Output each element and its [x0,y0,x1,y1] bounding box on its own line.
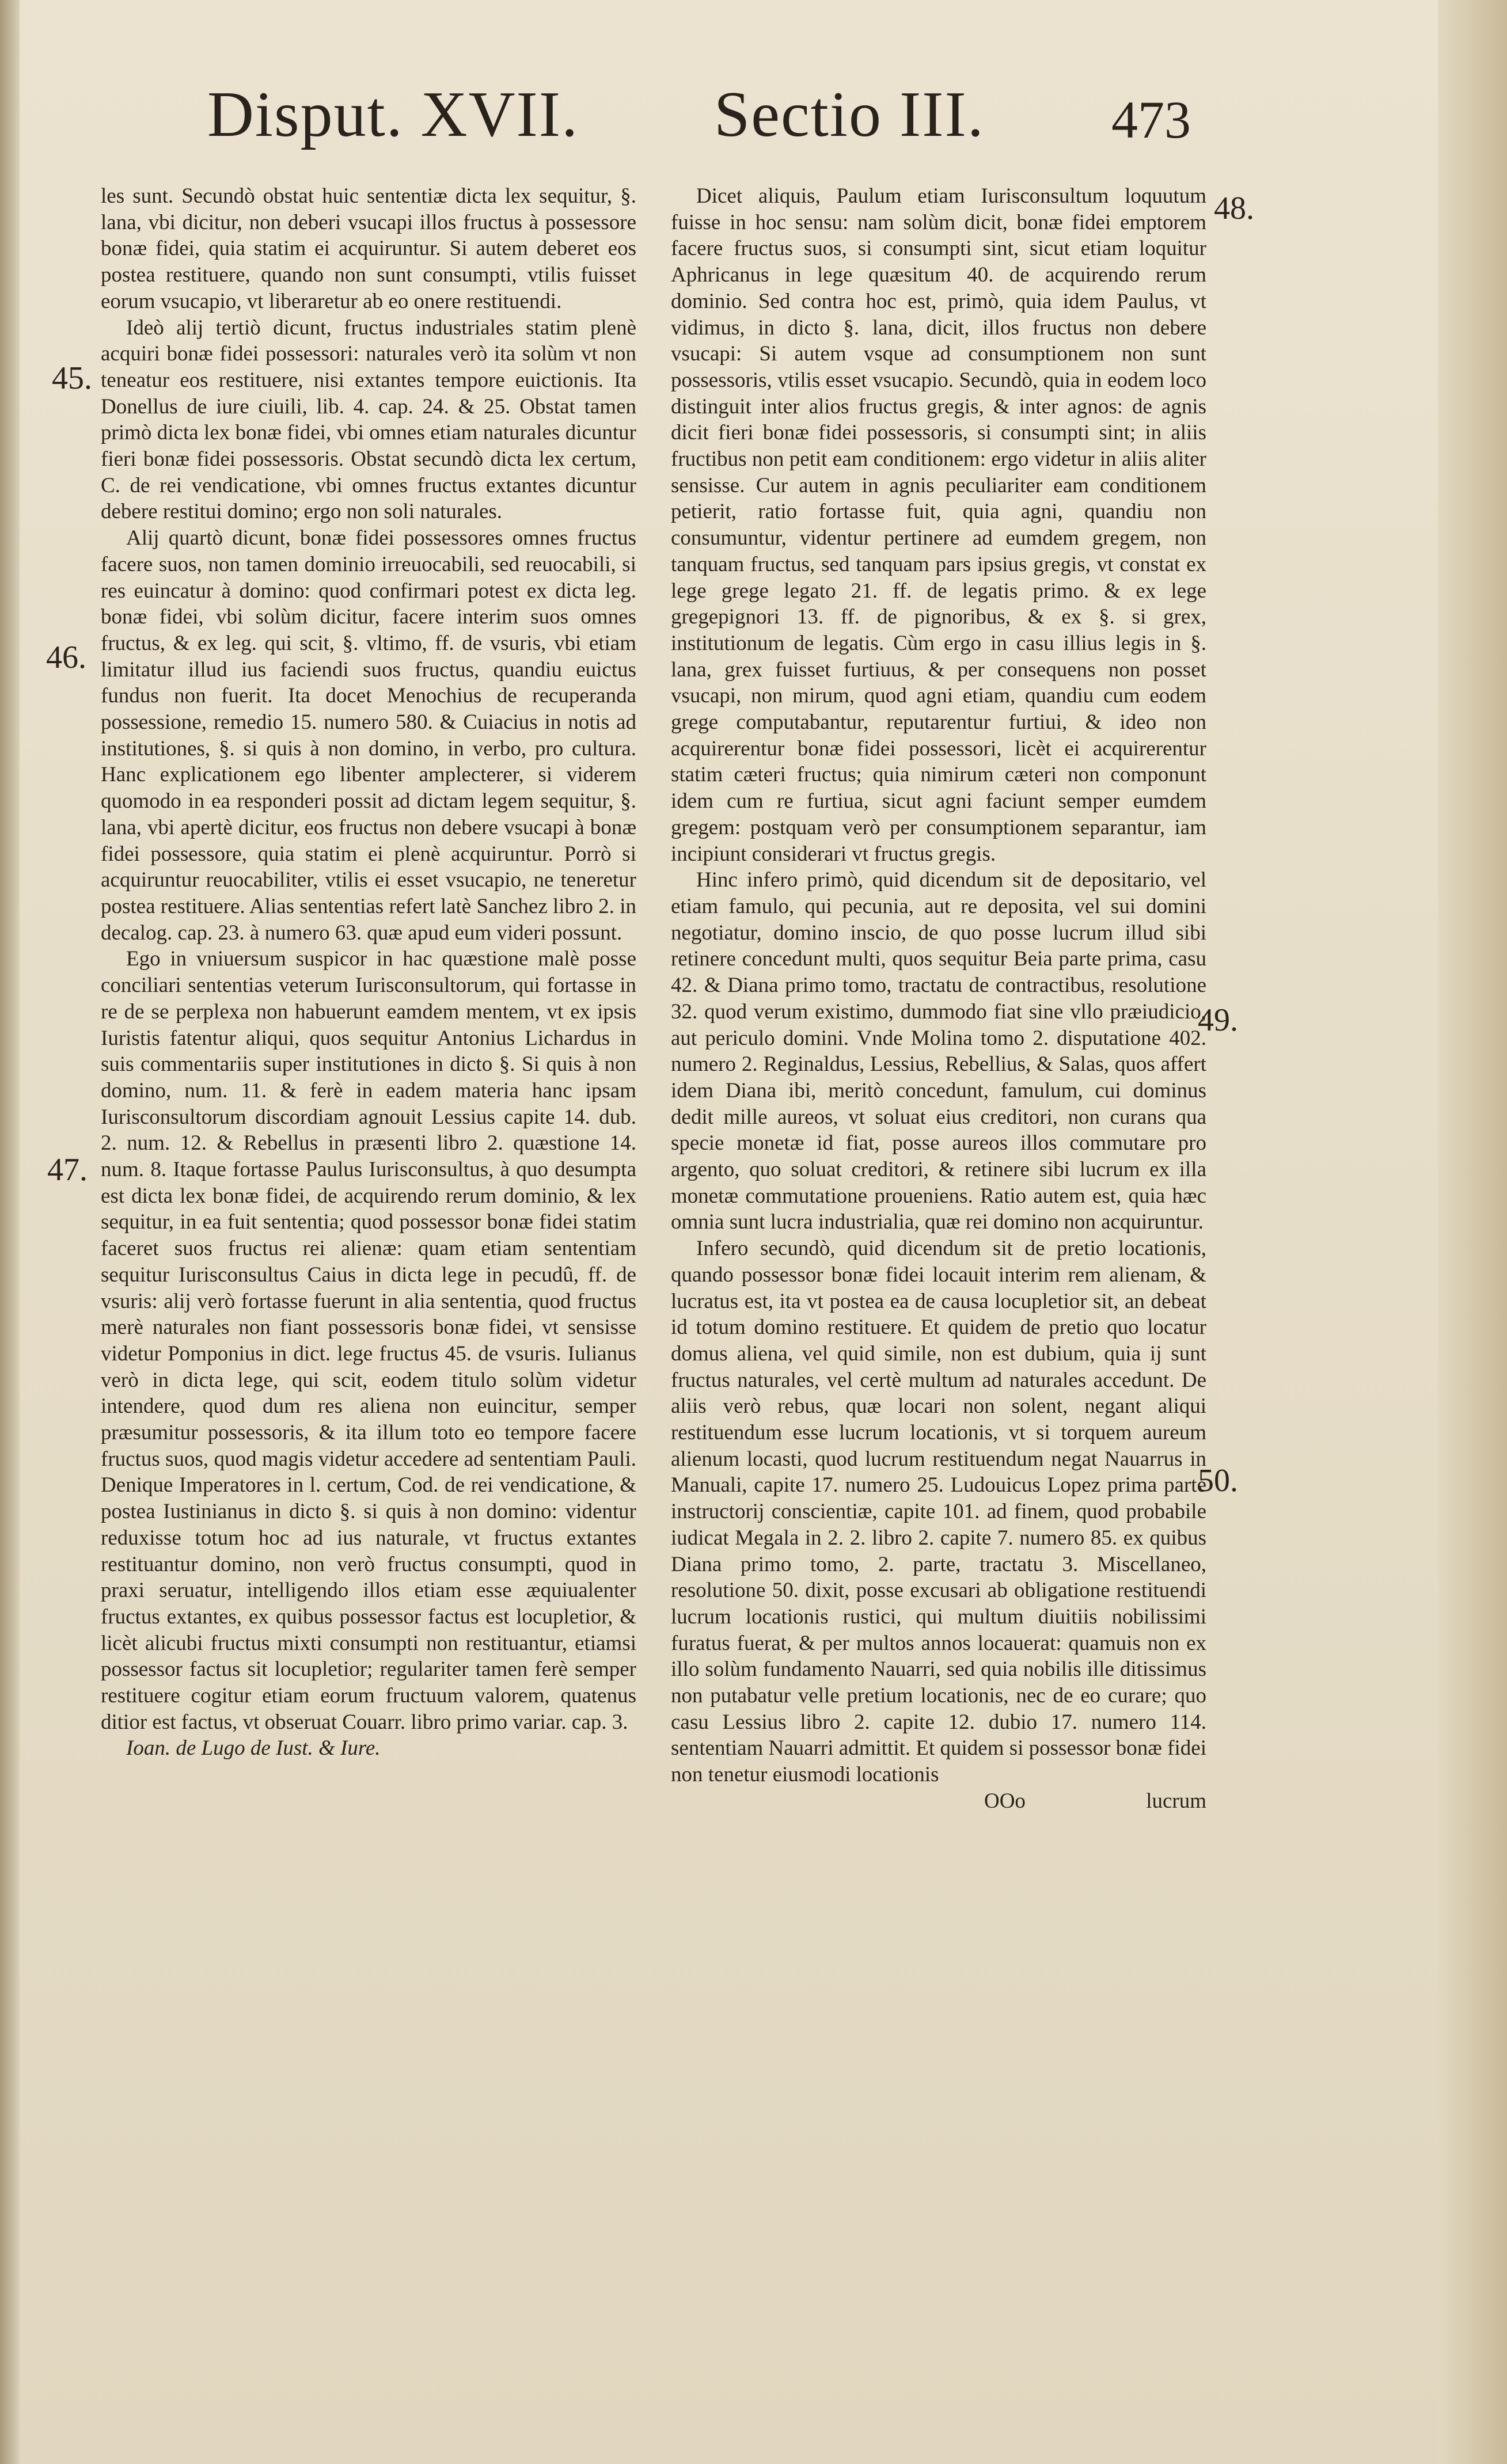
right-paragraph-1: Dicet aliquis, Paulum etiam Iurisconsultum loquutum fuisse in hoc sensu: nam solùm dicit, bonæ fidei emptorem facere fructus suos, si consumpti sint, sicut etiam loquitur Aphricanus in lege quæsitum 40. de acquirendo rerum dominio. Sed contra hoc est, primò, quia idem Paulus, vt vidimus, in dicto §. lana, dicit, illos fructus non debere vsucapi: Si autem vsque ad consumptionem non sunt possessoris, vtilis esset vsucapio. Secundò, quia in eodem loco distinguit inter alios fructus gregis, & inter agnos: de agnis dicit fieri bonæ fidei possessoris, si consumpti sint; in aliis fructibus non petit eam conditionem: ergo videtur in aliis aliter sensisse. Cur autem in agnis peculiariter eam conditionem petierit, ratio fortasse fuit, quia agni, quandiu non consumuntur, videntur pertinere ad eumdem gregem, non tanquam fructus, sed tanquam pars ipsius gregis, vt constat ex lege grege legato 21. ff. de legatis primo. & ex lege gregepignori 13. ff. de pignoribus, & ex §. si grex, institutionum de legatis. Cùm ergo in casu illius legis in §. lana, grex fuisset furtiuus, & per consequens non posset vsucapi, non mirum, quod agni etiam, quandiu cum eodem grege computabantur, reputarentur furtiui, & ideo non acquirerentur bonæ fidei possessori, licèt ei acquirerentur statim cæteri fructus; quia nimirum cæteri non componunt idem cum re furtiua, sicut agni faciunt semper eumdem gregem: postquam verò per consumptionem separantur, iam incipiunt considerari vt fructus gregis. [671,184,1206,866]
right-paragraph-3: Infero secundò, quid dicendum sit de pretio locationis, quando possessor bonæ fidei locauit interim rem alienam, & lucratus est, ita vt postea ea de causa locupletior sit, an debeat id totum domino restituere. Et quidem de pretio quo locatur domus aliena, vel quid simile, non est dubium, quia ij sunt fructus naturales, vel certè multum ad naturales accedunt. De aliis verò rebus, quæ locari non solent, negant aliqui restituendum esse lucrum locationis, vt si torquem aureum alienum locasti, quod lucrum restituendum negat Nauarrus in Manuali, capite 17. numero 25. Ludouicus Lopez prima parte instructorij conscientiæ, capite 101. ad finem, quod probabile iudicat Megala in 2. 2. libro 2. capite 7. numero 85. ex quibus Diana primo tomo, 2. parte, tractatu 3. Miscellaneo, resolutione 50. dixit, posse excusari ab obligatione restituendi lucrum locationis rustici, qui multum diuitiis nobilissimi furatus fuerat, & per multos annos locauerat: quamuis non ex illo solùm fundamento Nauarri, sed quia nobilis ille ditissimus non putabatur velle pretium locationis, nec de eo curare; quo casu Lessius libro 2. capite 12. dubio 17. numero 114. sententiam Nauarri admittit. Et quidem si possessor bonæ fidei non tenetur eiusmodi locationis [671,1237,1206,1787]
margin-number-45: 45. [52,360,92,396]
right-column [671,183,1206,1815]
running-head-section: Sectio III. [714,79,985,150]
left-column [101,183,636,1762]
right-paragraph-2: Hinc infero primò, quid dicendum sit de depositario, vel etiam famulo, qui pecunia, aut re deposita, vel sui domini negotiatur, domino inscio, de quo posse lucrum illud sibi retinere concedunt multi, quos sequitur Beia parte prima, casu 42. & Diana primo tomo, tractatu de contractibus, resolutione 32. quod verum existimo, dummodo fiat sine vllo præiudicio, aut periculo domini. Vnde Molina tomo 2. disputatione 402. numero 2. Reginaldus, Lessius, Rebellius, & Salas, quos affert idem Diana ibi, meritò concedunt, famulum, cui dominus dedit mille aureos, vt soluat eius creditori, non curans qua specie monetæ id fiat, posse aureos illos commutare pro argento, quo soluat creditori, & retinere sibi lucrum ex illa monetæ commutatione proueniens. Ratio autem est, quia hæc omnia sunt lucra industrialia, quæ rei domino non acquiruntur. [671,868,1206,1234]
page-edge-right [1438,0,1507,2464]
author-footer-line: Ioan. de Lugo de Iust. & Iure. [126,1736,381,1760]
running-head-disputation: Disput. XVII. [207,79,579,150]
footer-signature-line [671,1788,1206,1815]
margin-number-49: 49. [1198,1002,1238,1038]
margin-number-48: 48. [1214,191,1254,226]
margin-number-46: 46. [46,640,86,675]
left-paragraph-1: les sunt. Secundò obstat huic sententiæ dicta lex sequitur, §. lana, vbi dicitur, non deberi vsucapi illos fructus à possessore bonæ fidei, quia statim ei acquiruntur. Si autem deberet eos postea restituere, quando non sunt consumpti, vtilis fuisset eorum vsucapio, vt liberaretur ab eo onere restituendi. [101,184,636,313]
page-edge-shadow [0,0,20,2464]
running-head [207,78,1232,170]
left-paragraph-2: Ideò alij tertiò dicunt, fructus industriales statim plenè acquiri bonæ fidei possessori: naturales verò ita solùm vt non teneatur eos restituere, nisi extantes tempore euictionis. Ita Donellus de iure ciuili, lib. 4. cap. 24. & 25. Obstat tamen primò dicta lex bonæ fidei, vbi omnes etiam naturales dicuntur fieri bonæ fidei possessoris. Obstat secundò dicta lex certum, C. de rei vendicatione, vbi omnes fructus extantes dicuntur debere restitui domino; ergo non soli naturales. [101,315,636,524]
signature-mark: OOo [984,1789,1026,1813]
catchword: lucrum [1146,1789,1206,1813]
page-number: 473 [1111,90,1191,149]
margin-number-50: 50. [1198,1463,1238,1499]
margin-number-47: 47. [47,1152,88,1188]
left-paragraph-4: Ego in vniuersum suspicor in hac quæstione malè posse conciliari sententias veterum Iurisconsultorum, qui fortasse in re de se perplexa non habuerunt eamdem mentem, vt ex ipsis Iuristis fatentur aliqui, quos sequitur Antonius Lichardus in suis commentariis super institutiones in dicto §. Si quis à non domino, num. 11. & ferè in eadem materia hanc ipsam Iurisconsultorum discordiam agnouit Lessius capite 14. dub. 2. num. 12. & Rebellus in præsenti libro 2. quæstione 14. num. 8. Itaque fortasse Paulus Iurisconsultus, à quo desumpta est dicta lex bonæ fidei, de acquirendo rerum dominio, & lex sequitur, in ea fuit sententia; quod possessor bonæ fidei statim faceret suos fructus rei alienæ: quam etiam sententiam sequitur Iurisconsultus Caius in dicta lege in pecudû, ff. de vsuris: alij verò fortasse fuerunt in alia sententia, quod fructus merè naturales non fiant possessoris bonæ fidei, vt sensisse videtur Pomponius in dict. lege fructus 45. de vsuris. Iulianus verò in dicta lege, qui scit, eodem titulo solùm videtur intendere, quod dum res aliena non euincitur, semper præsumitur possessoris, & ita illum toto eo tempore facere fructus suos, quod magis videtur accedere ad sententiam Pauli. Denique Imperatores in l. certum, Cod. de rei vendicatione, & postea Iustinianus in dicto §. si quis à non domino: videntur reduxisse totum hoc ad ius naturale, vt fructus extantes restituantur domino, non verò fructus consumpti, quod in praxi seruatur, intelligendo illos etiam esse æquiualenter fructus extantes, ex quibus possessor factus est locupletior, & licèt alicubi fructus mixti consumpti non restituantur, etiamsi possessor factus sit locupletior; regulariter tamen ferè semper restituere cogitur etiam eorum fructuum valorem, quatenus ditior est factus, vt obseruat Couarr. libro primo variar. cap. 3. [101,947,636,1734]
left-paragraph-3: Alij quartò dicunt, bonæ fidei possessores omnes fructus facere suos, non tamen dominio irreuocabili, sed reuocabili, si res euincatur à domino: quod confirmari potest ex dicta leg. bonæ fidei, vbi solùm dicitur, facere interim suos omnes fructus, & ex leg. qui scit, §. vltimo, ff. de vsuris, vbi etiam limitatur illud ius faciendi suos fructus, quandiu euictus fundus non fuerit. Ita docet Menochius de recuperanda possessione, remedio 15. numero 580. & Cuiacius in notis ad institutiones, §. si quis à non domino, in verbo, pro cultura. Hanc explicationem ego libenter amplecterer, si viderem quomodo in ea responderi possit ad dictam legem sequitur, §. lana, vbi apertè dicitur, eos fructus non debere vsucapi à bonæ fidei possessore, quia statim ei plenè acquiruntur. Porrò si acquiruntur reuocabiliter, vtilis ei esset vsucapio, ne teneretur postea restituere. Alias sententias refert latè Sanchez libro 2. in decalog. cap. 23. à numero 63. quæ apud eum videri possunt. [101,526,636,945]
